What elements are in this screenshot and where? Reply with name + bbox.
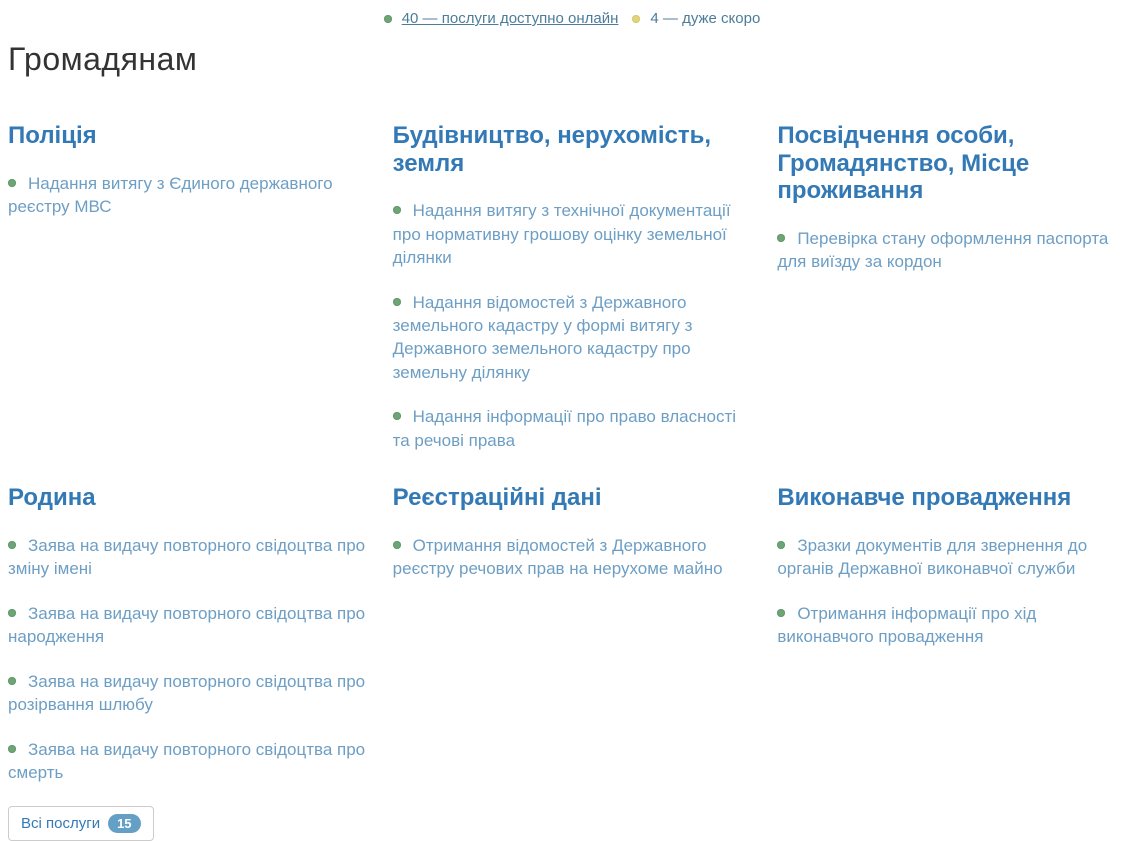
- services-availability-legend: [8, 0, 1136, 27]
- service-item: [777, 602, 1136, 649]
- green-dot-icon: [8, 677, 16, 685]
- category-family: [8, 484, 367, 841]
- category-title: Поліція: [8, 122, 97, 149]
- service-item: [8, 670, 367, 717]
- service-item: [8, 738, 367, 785]
- service-item: [8, 602, 367, 649]
- coming-soon-legend: [632, 10, 760, 27]
- green-dot-icon: [393, 541, 401, 549]
- category-title: Посвідчення особи, Громадянство, Місце проживання: [777, 122, 1030, 205]
- service-item: [8, 534, 367, 581]
- category-title: Родина: [8, 484, 96, 512]
- category-registration-data: [393, 484, 752, 841]
- service-link[interactable]: Зразки документів для звернення до органів Державної виконавчої служби: [777, 535, 1088, 579]
- service-item: [8, 172, 367, 219]
- service-item: [777, 534, 1136, 581]
- service-link[interactable]: Заява на видачу повторного свідоцтва про розірвання шлюбу: [8, 671, 366, 715]
- page-title: Громадянам: [8, 41, 198, 77]
- green-dot-icon: [777, 541, 785, 549]
- service-item: [777, 227, 1136, 274]
- service-link[interactable]: Заява на видачу повторного свідоцтва про народження: [8, 603, 366, 647]
- category-title: Виконавче провадження: [777, 484, 1072, 512]
- coming-soon-count: 4 — дуже скоро: [650, 10, 761, 27]
- service-link[interactable]: Заява на видачу повторного свідоцтва про смерть: [8, 739, 366, 783]
- service-link[interactable]: Надання інформації про право власності та речові права: [392, 407, 737, 450]
- category-construction-realty-land: [393, 122, 752, 452]
- category-police: [8, 122, 367, 452]
- service-link[interactable]: Надання відомостей з Державного земельного кадастру у формі витягу з Державного земельного кадастру про земельну ділянку: [392, 292, 693, 382]
- all-services-button[interactable]: [8, 806, 154, 841]
- service-link[interactable]: Отримання відомостей з Державного реєстру речових прав на нерухоме майно: [392, 535, 723, 579]
- online-services-legend: [384, 10, 619, 27]
- category-title: Будівництво, нерухомість, земля: [392, 122, 712, 177]
- service-link[interactable]: Перевірка стану оформлення паспорта для виїзду за кордон: [777, 228, 1109, 272]
- category-enforcement-proceedings: [777, 484, 1136, 841]
- category-identity-citizenship-residence: [777, 122, 1136, 452]
- green-dot-icon: [393, 206, 401, 214]
- green-dot-icon: [8, 179, 16, 187]
- green-dot-icon: [8, 541, 16, 549]
- green-dot-icon: [8, 745, 16, 753]
- green-dot-icon: [777, 234, 785, 242]
- categories-grid: [8, 122, 1136, 841]
- services-count-badge: 15: [108, 814, 140, 833]
- service-item: [393, 534, 752, 581]
- service-link[interactable]: Надання витягу з Єдиного державного реєстру МВС: [8, 173, 333, 217]
- service-link[interactable]: Надання витягу з технічної документації про нормативну грошову оцінку земельної ділянки: [392, 201, 731, 268]
- service-item: [393, 199, 752, 269]
- service-item: [393, 291, 752, 385]
- green-dot-icon: [393, 298, 401, 306]
- green-dot-icon: [393, 412, 401, 420]
- all-services-wrap: [8, 806, 367, 841]
- green-dot-icon: [384, 15, 392, 23]
- green-dot-icon: [777, 609, 785, 617]
- yellow-dot-icon: [632, 15, 640, 23]
- service-link[interactable]: Отримання інформації про хід виконавчого провадження: [777, 603, 1037, 647]
- all-services-label: Всі послуги: [21, 815, 101, 833]
- online-services-count-link[interactable]: 40 — послуги доступно онлайн: [401, 10, 619, 27]
- green-dot-icon: [8, 609, 16, 617]
- service-link[interactable]: Заява на видачу повторного свідоцтва про зміну імені: [8, 535, 366, 579]
- category-title: Реєстраційні дані: [392, 484, 602, 512]
- service-item: [393, 405, 752, 452]
